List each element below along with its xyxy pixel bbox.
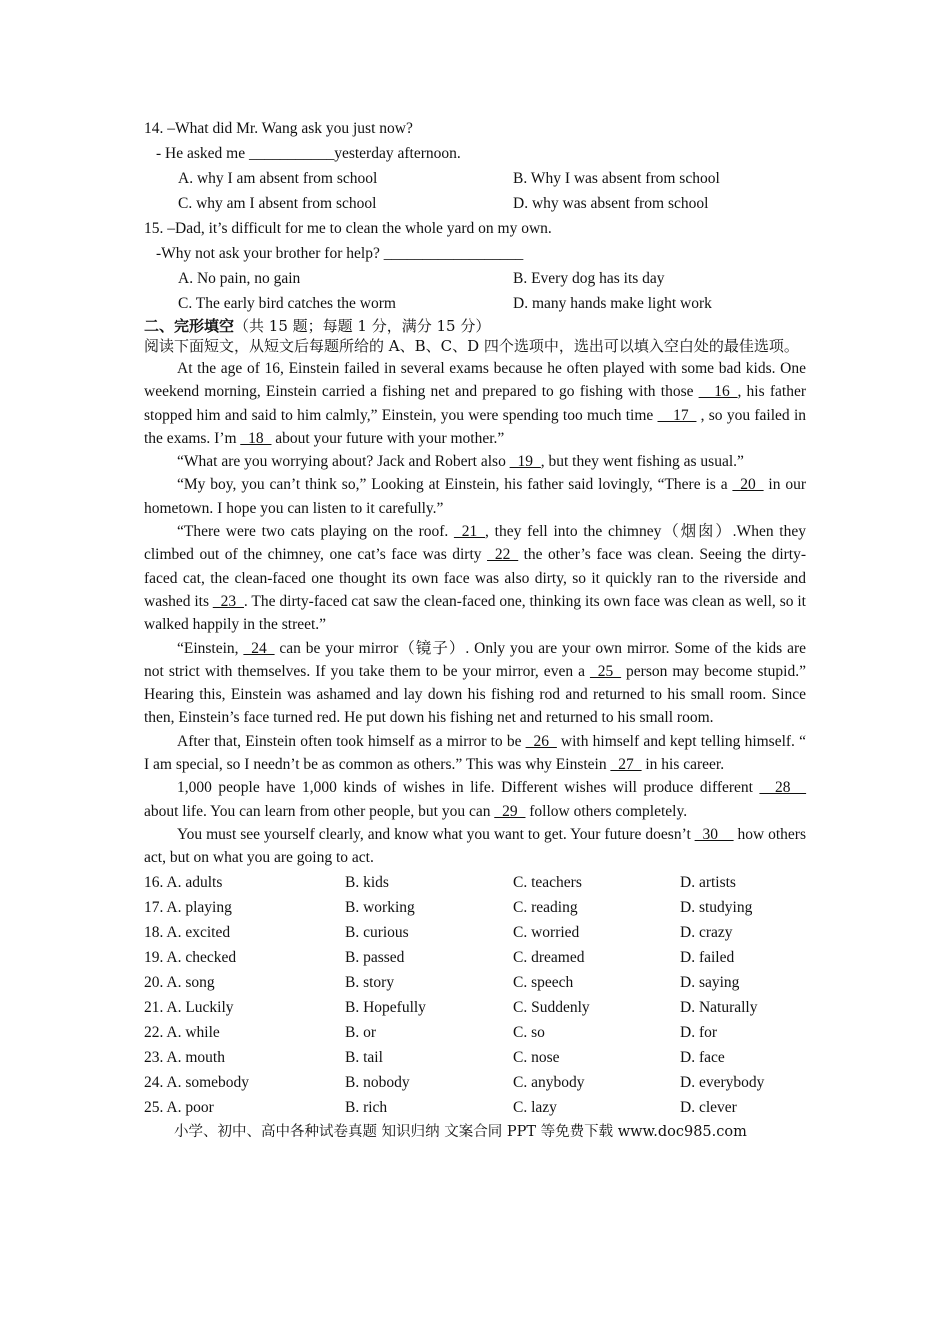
blank-16: __16_ [698,383,738,401]
option-b: B. Every dog has its day [513,270,665,287]
cloze-passage [144,357,806,870]
choice-row: 17. A. playing B. working C. reading D. studying [144,898,753,916]
paragraph: “Einstein, _24_ can be your mirror（镜子）. Only you are your own mirror. Some of the kids are not strict with themselves. If you take them to be your mirror, even a _25_ person may become stupid.” Hearing this, Einstein was ashamed and lay down his fishing rod and returned to his small room. Since then, Einstein’s face turned red. He put down his fishing net and returned to his small room. [144,639,806,727]
choice-row: 24. A. somebody B. nobody C. anybody D. everybody [144,1073,765,1091]
option-d: D. many hands make light work [513,295,712,312]
blank-30: _30__ [694,825,734,843]
choice-row: 18. A. excited B. curious C. worried D. crazy [144,923,733,941]
question-14 [144,116,806,216]
blank-26: _26_ [525,732,557,750]
choice-row: 16. A. adults B. kids C. teachers D. artists [144,873,736,891]
blank-28: __28__ [759,779,806,797]
section-title: 二、完形填空 [144,317,235,335]
option-a: A. No pain, no gain [178,270,301,287]
blank-20: _20_ [732,476,764,494]
paragraph: You must see yourself clearly, and know what you want to get. Your future doesn’t _30__ how others act, but on what you are going to act. [144,825,806,867]
section-heading [144,316,806,336]
blank-24: _24_ [243,639,275,657]
paragraph: At the age of 16, Einstein failed in several exams because he often played with some bad kids. One weekend morning, Einstein carried a fishing net and prepared to go fishing with those __16_, his father stopped him and said to him calmly,” Einstein, you were spending too much time __17_ , so you failed in the exams. I’m _18_ about your future with your mother.” [144,360,807,447]
paragraph: “My boy, you can’t think so,” Looking at Einstein, his father said lovingly, “There is a _20_ in our hometown. I hope you can listen to it carefully.” [144,476,807,517]
blank-23: _23_ [212,592,244,610]
option-d: D. why was absent from school [513,195,709,212]
option-c: C. why am I absent from school [178,195,377,212]
question-stem: 15. –Dad, it’s difficult for me to clean the whole yard on my own. [144,220,552,237]
paragraph: After that, Einstein often took himself as a mirror to be _26_ with himself and kept telling himself. “ I am special, so I needn’t be as common as others.” This was why Einstein _27_ in his career. [144,732,807,774]
choice-row: 25. A. poor B. rich C. lazy D. clever [144,1098,737,1116]
blank-19: _19_ [509,453,541,471]
choice-row: 20. A. song B. story C. speech D. saying [144,973,740,991]
option-b: B. Why I was absent from school [513,170,720,187]
section-scoring: （共 15 题；每题 1 分，满分 15 分） [234,317,491,335]
paragraph: “There were two cats playing on the roof. _21_, they fell into the chimney（烟囱）.When they climbed out of the chimney, one cat’s face was dirty _22_ the other’s face was clean. Seeing the dirty-faced cat, the clean-faced one thought its own face was also dirty, so it quickly ran to the riverside and washed its _23_. The dirty-faced cat saw the clean-faced one, thinking its own face was clean as well, so it walked happily in the street.” [144,523,807,634]
blank-29: _29_ [494,802,526,820]
paragraph: 1,000 people have 1,000 kinds of wishes in life. Different wishes will produce different __28__ about life. You can learn from other people, but you can _29_ follow others completely. [144,779,806,820]
blank-21: _21_ [454,523,486,541]
choice-row: 21. A. Luckily B. Hopefully C. Suddenly D. Naturally [144,998,758,1016]
blank-17: __17_ [657,406,697,424]
choice-row: 22. A. while B. or C. so D. for [144,1023,718,1041]
answer-choices [144,870,806,1120]
question-reply: - He asked me ___________yesterday afternoon. [156,145,461,162]
question-reply: -Why not ask your brother for help? __________________ [156,245,524,262]
paragraph: “What are you worrying about? Jack and Robert also _19_, but they went fishing as usual.” [177,453,744,471]
choice-row: 23. A. mouth B. tail C. nose D. face [144,1048,725,1066]
choice-row: 19. A. checked B. passed C. dreamed D. failed [144,948,735,966]
blank-22: _22_ [487,546,519,564]
option-c: C. The early bird catches the worm [178,295,396,312]
section-instruction: 阅读下面短文，从短文后每题所给的 A、B、C、D 四个选项中，选出可以填入空白处的最佳选项。 [144,337,799,355]
question-15 [144,216,806,316]
option-a: A. why I am absent from school [178,170,378,187]
blank-27: _27_ [610,756,642,774]
blank-18: _18_ [240,429,272,447]
page-footer: 小学、初中、高中各种试卷真题 知识归纳 文案合同 PPT 等免费下载 www.doc985.com [174,1123,747,1140]
exam-sheet [144,116,806,1144]
question-stem: 14. –What did Mr. Wang ask you just now? [144,120,413,137]
blank-25: _25_ [590,662,622,680]
